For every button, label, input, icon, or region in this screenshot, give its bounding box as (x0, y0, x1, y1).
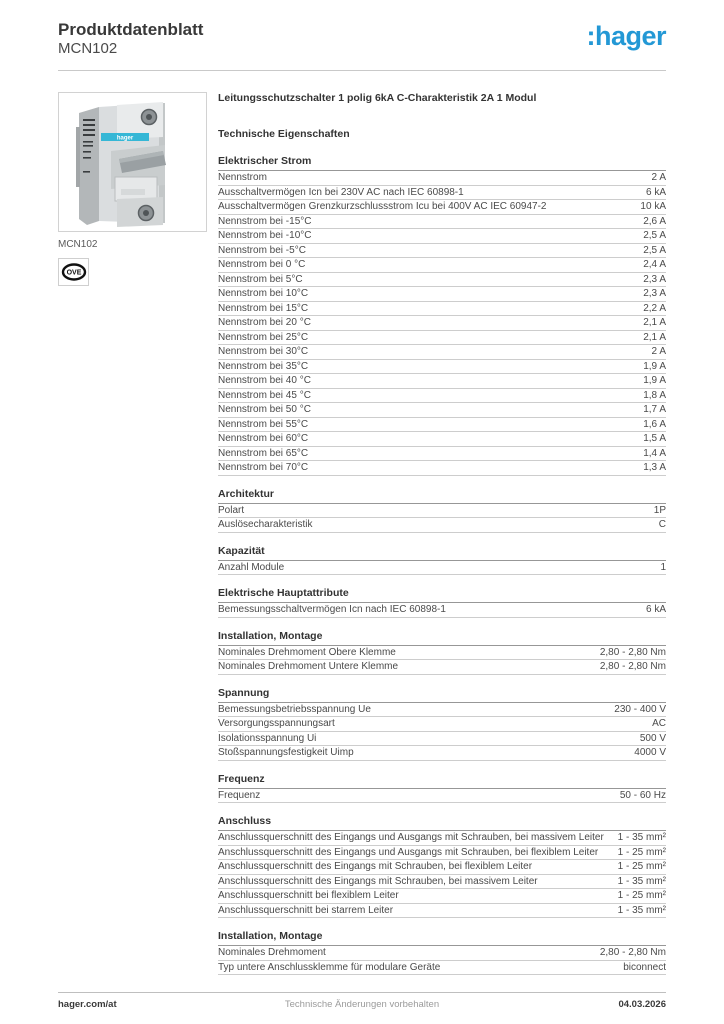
spec-row (218, 732, 666, 747)
spec-value: 1,8 A (643, 389, 666, 401)
spec-label: Nennstrom bei 15°C (218, 302, 309, 314)
spec-value: AC (652, 718, 666, 729)
spec-label: Nennstrom bei 45 °C (218, 389, 311, 401)
svg-text:hager: hager (116, 135, 134, 142)
spec-row (218, 703, 666, 718)
spec-label: Nennstrom bei -10°C (218, 230, 312, 241)
spec-value: 6 kA (645, 604, 666, 615)
spec-row (218, 889, 666, 904)
spec-row (218, 345, 666, 360)
spec-row (218, 200, 666, 215)
spec-row (218, 875, 666, 890)
spec-value: 230 - 400 V (614, 703, 666, 715)
header-text-block (58, 20, 203, 58)
spec-row (218, 504, 666, 519)
spec-row (218, 717, 666, 732)
spec-label: Isolationsspannung Ui (218, 732, 317, 744)
ove-certification-mark (58, 258, 89, 286)
spec-value: 1 - 25 mm² (617, 846, 666, 858)
spec-row (218, 518, 666, 533)
spec-label: Anschlussquerschnitt des Eingangs und Ausgangs mit Schrauben, bei massivem Leiter (218, 832, 604, 843)
spec-row (218, 561, 666, 576)
spec-section-title: Spannung (218, 687, 666, 703)
spec-section-title: Architektur (218, 488, 666, 504)
spec-label: Nennstrom bei 5°C (218, 273, 303, 285)
spec-row (218, 660, 666, 675)
header-divider (58, 70, 666, 71)
spec-value: 50 - 60 Hz (619, 789, 666, 801)
footer-date: 04.03.2026 (618, 999, 666, 1010)
spec-section-title: Frequenz (218, 773, 666, 789)
spec-row (218, 389, 666, 404)
spec-label: Anschlussquerschnitt des Eingangs mit Schrauben, bei flexiblem Leiter (218, 861, 533, 872)
spec-section-title: Installation, Montage (218, 630, 666, 646)
tech-properties-heading: Technische Eigenschaften (218, 128, 350, 140)
spec-label: Nennstrom bei -5°C (218, 244, 306, 256)
spec-label: Typ untere Anschlussklemme für modulare Geräte (218, 961, 441, 973)
spec-section (218, 687, 666, 761)
spec-label: Versorgungsspannungsart (218, 718, 335, 729)
spec-row (218, 961, 666, 976)
spec-value: 1,9 A (643, 375, 666, 386)
spec-label: Polart (218, 504, 245, 516)
spec-row (218, 904, 666, 919)
spec-row (218, 860, 666, 875)
spec-value: 1,7 A (643, 404, 666, 415)
spec-section-title: Anschluss (218, 815, 666, 831)
spec-section-title: Kapazität (218, 545, 666, 561)
spec-row (218, 316, 666, 331)
spec-section (218, 773, 666, 804)
spec-row (218, 360, 666, 375)
spec-label: Nennstrom bei 65°C (218, 447, 309, 459)
spec-row (218, 374, 666, 389)
spec-value: 1 - 25 mm² (617, 861, 666, 872)
spec-row (218, 831, 666, 846)
hager-logo: :hager (586, 21, 666, 51)
product-title: Leitungsschutzschalter 1 polig 6kA C-Charakteristik 2A 1 Modul (218, 92, 537, 104)
spec-section (218, 815, 666, 918)
spec-value: 1,6 A (643, 418, 666, 430)
spec-row (218, 746, 666, 761)
spec-row (218, 418, 666, 433)
spec-row (218, 302, 666, 317)
spec-label: Nennstrom bei 0 °C (218, 259, 306, 270)
spec-row (218, 946, 666, 961)
product-image-frame (58, 92, 207, 232)
page-title: Produktdatenblatt (58, 20, 204, 39)
spec-value: 2,5 A (643, 230, 666, 241)
product-code: MCN102 (58, 40, 118, 57)
spec-value: 2,80 - 2,80 Nm (599, 661, 666, 672)
spec-label: Nennstrom bei 30°C (218, 346, 309, 357)
spec-row (218, 258, 666, 273)
spec-label: Stoßspannungsfestigkeit Uimp (218, 747, 354, 758)
spec-label: Nominales Drehmoment Obere Klemme (218, 646, 396, 658)
spec-label: Nennstrom bei 40 °C (218, 375, 311, 386)
spec-label: Nennstrom bei 55°C (218, 418, 309, 430)
spec-label: Nennstrom bei 70°C (218, 462, 309, 473)
spec-value: 1P (653, 504, 666, 516)
spec-label: Anzahl Module (218, 561, 285, 573)
spec-value: 500 V (639, 732, 666, 744)
spec-section-title: Elektrischer Strom (218, 155, 666, 171)
spec-value: 2,80 - 2,80 Nm (599, 947, 666, 958)
spec-value: 4000 V (634, 747, 666, 758)
footer-divider (58, 992, 666, 993)
spec-row (218, 846, 666, 861)
spec-value: 1 - 35 mm² (617, 904, 666, 916)
spec-section (218, 930, 666, 975)
spec-row (218, 229, 666, 244)
spec-section-title: Installation, Montage (218, 930, 666, 946)
spec-label: Nennstrom bei 20 °C (218, 317, 311, 328)
spec-row (218, 186, 666, 201)
spec-label: Nominales Drehmoment Untere Klemme (218, 661, 399, 672)
spec-section (218, 155, 666, 476)
spec-value: 2,3 A (643, 273, 666, 285)
spec-value: 1,9 A (643, 360, 666, 372)
spec-value: 1 (660, 561, 666, 573)
ove-oval-icon (61, 261, 87, 283)
spec-label: Bemessungsschaltvermögen Icn nach IEC 60898-1 (218, 604, 446, 615)
spec-row (218, 646, 666, 661)
spec-label: Ausschaltvermögen Grenzkurzschlussstrom Icu bei 400V AC IEC 60947-2 (218, 201, 547, 212)
spec-label: Nennstrom (218, 172, 267, 183)
spec-label: Anschlussquerschnitt bei flexiblem Leiter (218, 890, 399, 901)
spec-row (218, 461, 666, 476)
spec-column (218, 92, 666, 975)
product-image-caption: MCN102 (58, 239, 98, 250)
spec-section (218, 545, 666, 576)
spec-row (218, 215, 666, 230)
page-footer (58, 999, 666, 1010)
svg-text:OVE: OVE (66, 269, 81, 277)
spec-value: 1 - 35 mm² (617, 875, 666, 887)
spec-row (218, 432, 666, 447)
spec-row (218, 403, 666, 418)
spec-label: Auslösecharakteristik (218, 519, 313, 530)
page-header (58, 20, 666, 58)
spec-row (218, 171, 666, 186)
spec-section (218, 488, 666, 533)
spec-value: 1,4 A (643, 447, 666, 459)
footer-website-link[interactable]: hager.com/at (58, 999, 117, 1010)
spec-value: 1,5 A (643, 433, 666, 444)
spec-value: 2,4 A (643, 259, 666, 270)
spec-row (218, 287, 666, 302)
spec-row (218, 447, 666, 462)
spec-row (218, 331, 666, 346)
spec-value: 6 kA (645, 186, 666, 198)
spec-label: Nennstrom bei -15°C (218, 215, 312, 227)
spec-label: Anschlussquerschnitt des Eingangs mit Schrauben, bei massivem Leiter (218, 875, 538, 887)
spec-value: 2,80 - 2,80 Nm (599, 646, 666, 658)
spec-value: 2,3 A (643, 288, 666, 299)
spec-value: biconnect (623, 961, 666, 973)
spec-value: 2,6 A (643, 215, 666, 227)
spec-value: 2,5 A (643, 244, 666, 256)
spec-value: 2,2 A (643, 302, 666, 314)
spec-value: 2,1 A (643, 317, 666, 328)
spec-label: Nennstrom bei 25°C (218, 331, 309, 343)
spec-label: Ausschaltvermögen Icn bei 230V AC nach IEC 60898-1 (218, 186, 464, 198)
spec-value: 1 - 35 mm² (617, 832, 666, 843)
spec-sections (218, 155, 666, 975)
spec-label: Anschlussquerschnitt des Eingangs und Ausgangs mit Schrauben, bei flexiblem Leiter (218, 846, 599, 858)
spec-label: Nennstrom bei 35°C (218, 360, 309, 372)
spec-row (218, 603, 666, 618)
spec-row (218, 789, 666, 804)
spec-label: Bemessungsbetriebsspannung Ue (218, 703, 371, 715)
spec-label: Nominales Drehmoment (218, 947, 326, 958)
spec-section (218, 630, 666, 675)
footer-notice: Technische Änderungen vorbehalten (284, 999, 440, 1010)
spec-row (218, 244, 666, 259)
spec-row (218, 273, 666, 288)
circuit-breaker-image (59, 93, 206, 231)
spec-label: Nennstrom bei 50 °C (218, 404, 311, 415)
spec-section (218, 587, 666, 618)
spec-value: 2 A (651, 172, 666, 183)
spec-label: Nennstrom bei 60°C (218, 433, 309, 444)
spec-value: 2,1 A (643, 331, 666, 343)
spec-value: 1,3 A (643, 462, 666, 473)
spec-value: 2 A (651, 346, 666, 357)
spec-section-title: Elektrische Hauptattribute (218, 587, 666, 603)
spec-value: 1 - 25 mm² (617, 890, 666, 901)
spec-value: 10 kA (640, 201, 666, 212)
spec-label: Anschlussquerschnitt bei starrem Leiter (218, 904, 394, 916)
spec-value: C (658, 519, 666, 530)
spec-label: Nennstrom bei 10°C (218, 288, 309, 299)
spec-label: Frequenz (218, 789, 261, 801)
